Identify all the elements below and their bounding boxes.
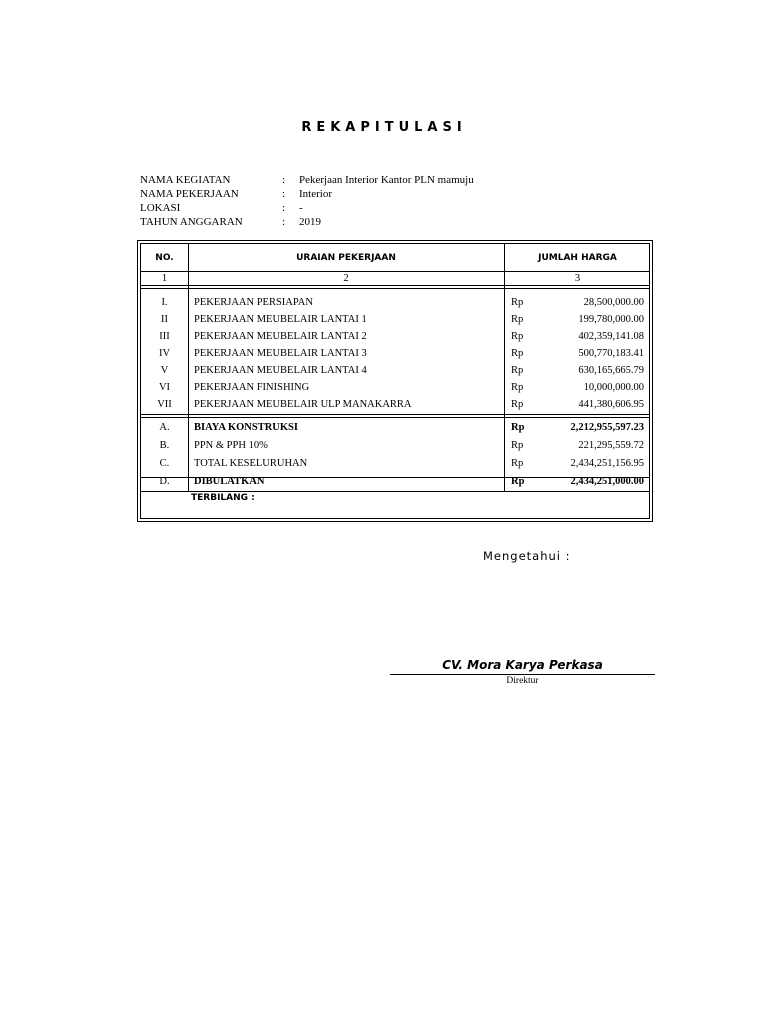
item-currency: Rp: [511, 348, 524, 359]
item-no: VI: [158, 382, 171, 393]
item-no: VII: [157, 399, 172, 410]
item-no: V: [160, 365, 169, 376]
row-divider: [141, 271, 649, 272]
info-value: Interior: [299, 188, 332, 200]
column-number: 2: [343, 273, 349, 284]
info-value: 2019: [299, 216, 321, 228]
row-divider: [141, 288, 649, 289]
item-currency: Rp: [511, 365, 524, 376]
info-row-kegiatan: [140, 173, 474, 187]
total-currency: Rp: [511, 422, 525, 433]
row-divider: [141, 491, 649, 492]
header-uraian: URAIAN PEKERJAAN: [296, 253, 396, 263]
item-desc: PEKERJAAN PERSIAPAN: [194, 297, 313, 308]
total-currency: Rp: [511, 476, 525, 487]
document-title: REKAPITULASI: [301, 120, 467, 135]
info-colon: :: [282, 188, 286, 200]
total-amount: 2,212,955,597.23: [570, 422, 644, 433]
item-amount: 441,380,606.95: [578, 399, 644, 410]
info-colon: :: [282, 202, 286, 214]
item-desc: PEKERJAAN MEUBELAIR LANTAI 3: [194, 348, 367, 359]
recap-table: [137, 240, 653, 522]
item-currency: Rp: [511, 314, 524, 325]
total-no: C.: [159, 458, 170, 469]
column-divider: [504, 477, 505, 491]
signature-line: [390, 674, 655, 675]
total-desc: PPN & PPH 10%: [194, 440, 268, 451]
total-currency: Rp: [511, 458, 524, 469]
info-colon: :: [282, 216, 286, 228]
row-divider: [141, 285, 649, 286]
item-currency: Rp: [511, 399, 524, 410]
info-label: TAHUN ANGGARAN: [140, 216, 243, 228]
info-block: [140, 173, 474, 229]
terbilang-label: TERBILANG :: [191, 493, 255, 503]
total-amount: 2,434,251,000.00: [570, 476, 644, 487]
item-amount: 402,359,141.08: [578, 331, 644, 342]
item-currency: Rp: [511, 331, 524, 342]
total-amount: 221,295,559.72: [578, 440, 644, 451]
signer-position: Direktur: [506, 676, 539, 686]
total-amount: 2,434,251,156.95: [570, 458, 644, 469]
info-value: -: [299, 202, 303, 214]
item-currency: Rp: [511, 382, 524, 393]
item-amount: 28,500,000.00: [583, 297, 644, 308]
item-amount: 10,000,000.00: [583, 382, 644, 393]
info-row-pekerjaan: [140, 187, 474, 201]
item-amount: 500,770,183.41: [578, 348, 644, 359]
total-no: D.: [159, 476, 170, 487]
info-colon: :: [282, 174, 286, 186]
header-no: NO.: [155, 253, 174, 263]
column-divider: [188, 477, 189, 491]
item-currency: Rp: [511, 297, 524, 308]
total-desc: TOTAL KESELURUHAN: [194, 458, 308, 469]
total-no: A.: [159, 422, 170, 433]
item-no: IV: [158, 348, 171, 359]
item-desc: PEKERJAAN MEUBELAIR LANTAI 2: [194, 331, 367, 342]
info-value: Pekerjaan Interior Kantor PLN mamuju: [299, 174, 474, 186]
row-divider: [141, 414, 649, 415]
total-desc: DIBULATKAN: [194, 476, 265, 487]
item-desc: PEKERJAAN FINISHING: [194, 382, 310, 393]
recap-table-inner-border: [140, 243, 650, 519]
info-label: NAMA PEKERJAAN: [140, 188, 239, 200]
item-no: I.: [161, 297, 168, 308]
info-row-lokasi: [140, 201, 474, 215]
total-no: B.: [159, 440, 170, 451]
info-row-tahun: [140, 215, 474, 229]
total-currency: Rp: [511, 440, 524, 451]
company-name: CV. Mora Karya Perkasa: [442, 658, 603, 672]
item-desc: PEKERJAAN MEUBELAIR LANTAI 4: [194, 365, 367, 376]
item-no: II: [161, 314, 168, 325]
info-label: LOKASI: [140, 202, 181, 214]
column-number: 1: [161, 273, 168, 284]
item-desc: PEKERJAAN MEUBELAIR ULP MANAKARRA: [194, 399, 412, 410]
mengetahui-label: Mengetahui :: [483, 549, 571, 563]
info-label: NAMA KEGIATAN: [140, 174, 231, 186]
total-desc: BIAYA KONSTRUKSI: [194, 422, 298, 433]
column-number: 3: [574, 273, 581, 284]
row-divider: [141, 417, 649, 418]
item-desc: PEKERJAAN MEUBELAIR LANTAI 1: [194, 314, 367, 325]
item-no: III: [159, 331, 170, 342]
item-amount: 199,780,000.00: [578, 314, 644, 325]
item-amount: 630,165,665.79: [578, 365, 644, 376]
header-jumlah: JUMLAH HARGA: [538, 253, 617, 263]
